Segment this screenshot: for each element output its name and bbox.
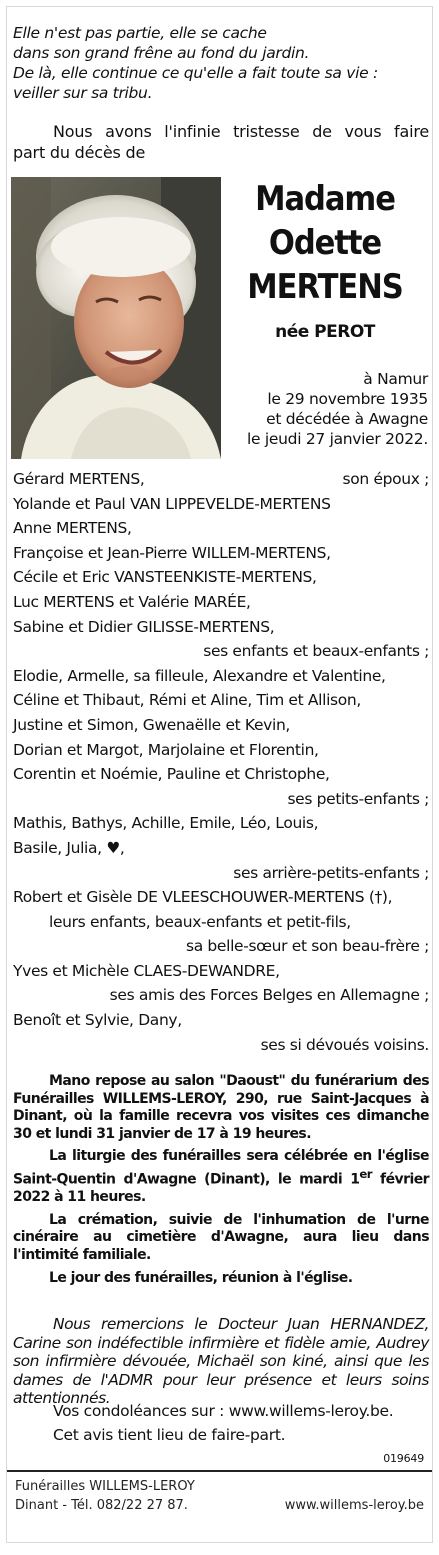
grandchild-row: Céline et Thibaut, Rémi et Aline, Tim et Allison, bbox=[13, 691, 361, 710]
thanks-paragraph bbox=[13, 1315, 429, 1408]
thanks-text: Nous remercions le Docteur Juan HERNANDEZ, Carine son indéfectible infirmière et fidèle amie, Audrey son infirmière dévouée, Michaël son kiné, ainsi que les dames de l'ADMR pour leur présence et leurs soins attentionnés. bbox=[13, 1315, 429, 1408]
liturgy-paragraph bbox=[13, 1148, 429, 1206]
children-role: ses enfants et beaux-enfants ; bbox=[203, 642, 429, 661]
viewing-paragraph bbox=[13, 1073, 429, 1143]
child-row: Luc MERTENS et Valérie MARÉE, bbox=[13, 592, 251, 611]
reunion-text: Le jour des funérailles, réunion à l'église. bbox=[49, 1269, 353, 1286]
neighbours-row: Benoît et Sylvie, Dany, bbox=[13, 1011, 182, 1030]
poem bbox=[13, 23, 428, 103]
obituary-notice bbox=[6, 6, 433, 1543]
maiden-name: née PEROT bbox=[275, 322, 375, 342]
child-row: Françoise et Jean-Pierre WILLEM-MERTENS, bbox=[13, 543, 331, 562]
spouse-row bbox=[13, 467, 429, 492]
great-grandchildren-role: ses arrière-petits-enfants ; bbox=[233, 863, 429, 882]
child-row: Sabine et Didier GILISSE-MERTENS, bbox=[13, 617, 275, 636]
intro-text bbox=[13, 121, 429, 163]
birth-line: le jeudi 27 janvier 2022. bbox=[247, 430, 428, 448]
condolences-line: Vos condoléances sur : www.willems-leroy.be. bbox=[53, 1402, 394, 1420]
grandchild-row: Justine et Simon, Gwenaëlle et Kevin, bbox=[13, 715, 290, 734]
poem-line: Elle n'est pas partie, elle se cache bbox=[13, 24, 267, 42]
great-grandchild-row: Mathis, Bathys, Achille, Emile, Léo, Louis, bbox=[13, 814, 319, 833]
reference-number: 019649 bbox=[383, 1452, 424, 1465]
notice-line: Cet avis tient lieu de faire-part. bbox=[53, 1426, 286, 1444]
intro-line: Nous avons l'infinie tristesse de vous faire bbox=[53, 122, 429, 141]
liturgy-text-before: La liturgie des funérailles sera célébrée en l'église Saint-Quentin d'Awagne (Dinant), le mardi 1 bbox=[13, 1148, 429, 1188]
funeral-arrangements bbox=[13, 1073, 429, 1292]
spouse-role: son époux ; bbox=[342, 470, 429, 488]
footer-company-block bbox=[15, 1477, 195, 1515]
great-grandchild-row: Basile, Julia, ♥, bbox=[13, 838, 125, 857]
birth-line: et décédée à Awagne bbox=[266, 410, 428, 428]
closing-block bbox=[13, 1399, 429, 1447]
grandchild-row: Elodie, Armelle, sa filleule, Alexandre et Valentine, bbox=[13, 666, 386, 685]
birth-death-details bbox=[208, 369, 428, 449]
name-line-last: MERTENS bbox=[247, 267, 403, 307]
portrait-photo bbox=[11, 177, 221, 459]
liturgy-superscript: er bbox=[359, 1166, 372, 1181]
poem-line: De là, elle continue ce qu'elle a fait toute sa vie : bbox=[13, 64, 378, 82]
cremation-text: La crémation, suivie de l'inhumation de l'urne cinéraire au cimetière d'Awagne, aura lieu dans l'intimité familiale. bbox=[13, 1211, 429, 1263]
birth-line: à Namur bbox=[363, 370, 428, 388]
birth-line: le 29 novembre 1935 bbox=[267, 390, 428, 408]
friends-row: Yves et Michèle CLAES-DEWANDRE, bbox=[13, 961, 280, 980]
poem-line: dans son grand frêne au fond du jardin. bbox=[13, 44, 310, 62]
in-laws-role: sa belle-sœur et son beau-frère ; bbox=[185, 937, 429, 956]
child-row: Anne MERTENS, bbox=[13, 519, 132, 538]
grandchild-row: Corentin et Noémie, Pauline et Christophe, bbox=[13, 765, 330, 784]
in-laws-sub-row: leurs enfants, beaux-enfants et petit-fils, bbox=[49, 912, 351, 931]
neighbours-role: ses si dévoués voisins. bbox=[260, 1035, 429, 1054]
grandchildren-role: ses petits-enfants ; bbox=[287, 789, 429, 808]
deceased-name-block bbox=[225, 177, 425, 343]
footer-website[interactable]: www.willems-leroy.be bbox=[284, 1498, 424, 1513]
viewing-text: Mano repose au salon "Daoust" du funérarium des Funérailles WILLEMS-LEROY, 290, rue Saint-Jacques à Dinant, où la famille recevra vos visites ces dimanche 30 et lundi 31 janvier de 17 à 19 heures. bbox=[13, 1073, 429, 1142]
friends-role: ses amis des Forces Belges en Allemagne ; bbox=[109, 986, 429, 1005]
footer-company: Funérailles WILLEMS-LEROY bbox=[15, 1479, 195, 1494]
in-laws-row: Robert et Gisèle DE VLEESCHOUWER-MERTENS (†), bbox=[13, 888, 393, 907]
family-list bbox=[13, 467, 429, 1057]
cremation-paragraph bbox=[13, 1212, 429, 1265]
child-row: Cécile et Eric VANSTEENKISTE-MERTENS, bbox=[13, 568, 317, 587]
spouse-name: Gérard MERTENS, bbox=[13, 470, 145, 488]
intro-line: part du décès de bbox=[13, 143, 146, 162]
liturgy-text-after: février 2022 à 11 heures. bbox=[13, 1171, 429, 1206]
name-line-first: Odette bbox=[268, 223, 382, 263]
reunion-paragraph bbox=[13, 1270, 429, 1288]
child-row: Yolande et Paul VAN LIPPEVELDE-MERTENS bbox=[13, 494, 331, 513]
footer-divider bbox=[7, 1470, 432, 1472]
poem-line: veiller sur sa tribu. bbox=[13, 84, 153, 102]
name-line-title: Madame bbox=[255, 179, 395, 219]
grandchild-row: Dorian et Margot, Marjolaine et Florentin, bbox=[13, 740, 319, 759]
footer-address: Dinant - Tél. 082/22 27 87. bbox=[15, 1498, 188, 1513]
